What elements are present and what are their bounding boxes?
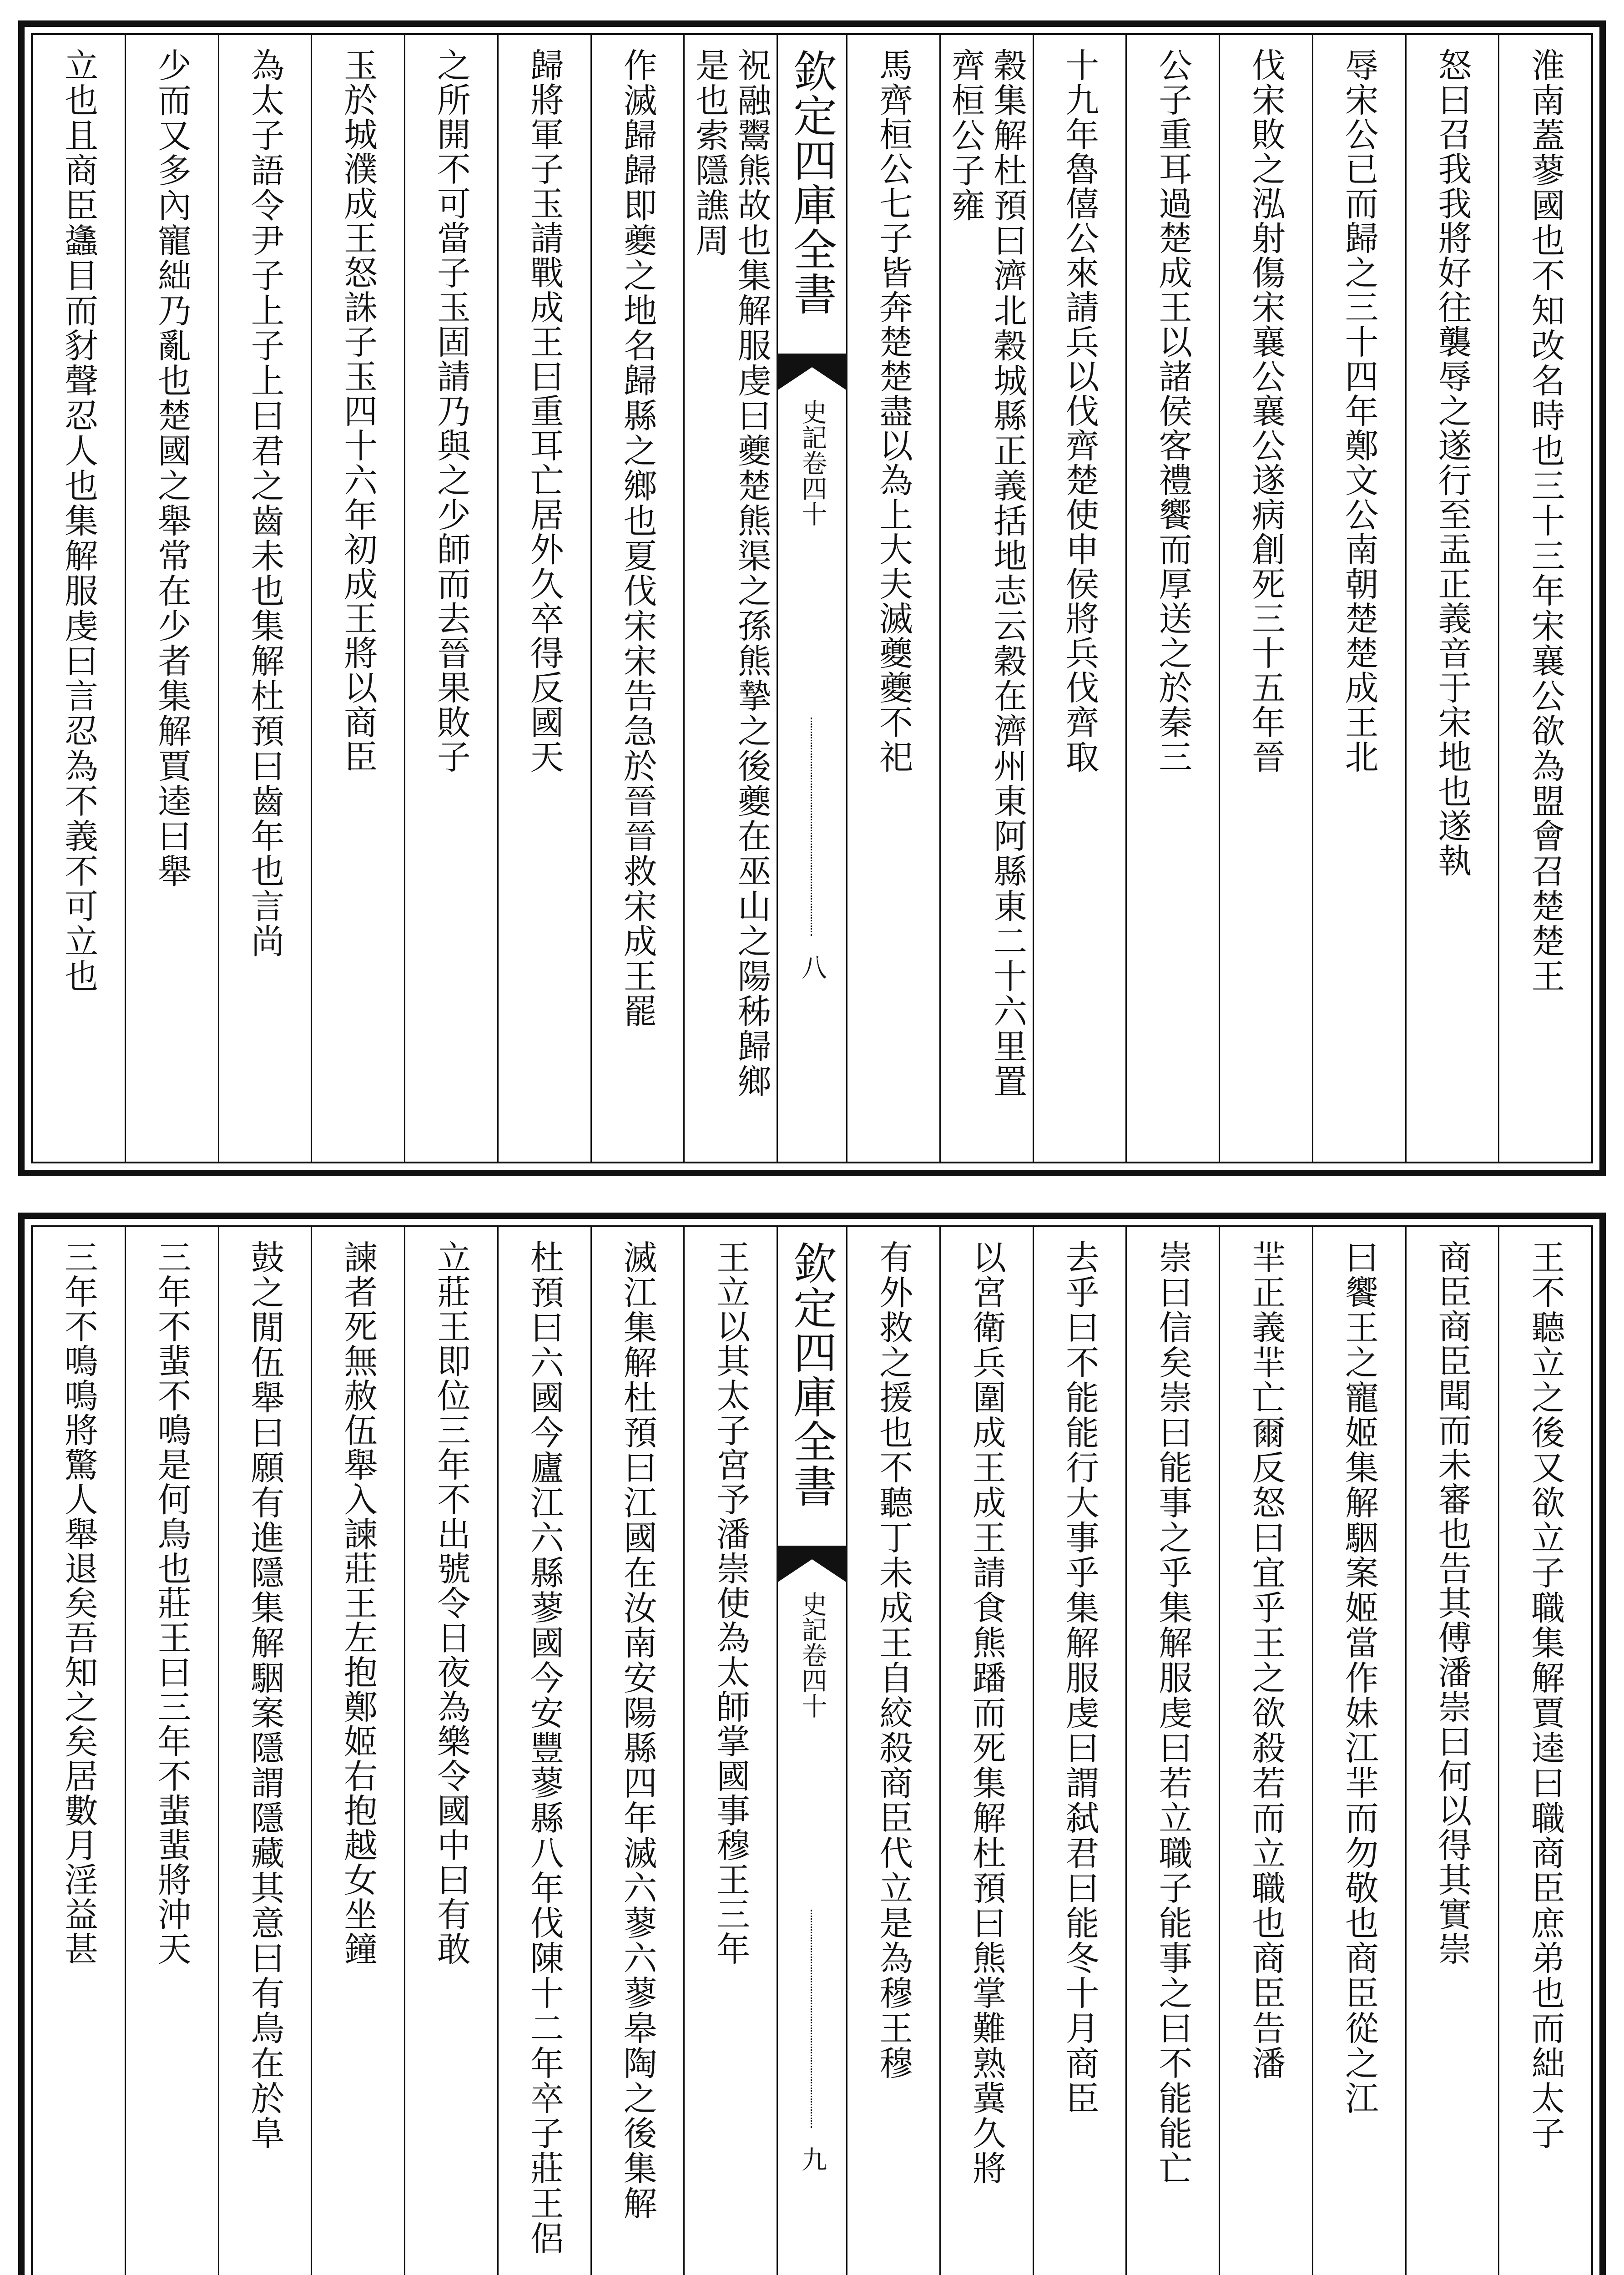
text-column (1219, 35, 1312, 1162)
column-text: 少而又多內寵絀乃亂也楚國之舉常在少者集解賈逵曰舉 (152, 48, 192, 889)
text-column (846, 1227, 939, 2275)
fish-tail-mark-icon (778, 354, 846, 390)
text-column (404, 35, 497, 1162)
text-column (1219, 1227, 1312, 2275)
column-text: 祝融鬻熊故也集解服虔曰夔楚熊渠之孫熊摯之後夔在巫山之陽秭歸鄉是也索隱譙周 (690, 48, 772, 1099)
column-text: 商臣商臣聞而未審也告其傅潘崇曰何以得其實崇 (1432, 1240, 1472, 1966)
column-text: 淮南蓋蓼國也不知改名時也三十三年宋襄公欲為盟會召楚楚王 (1526, 48, 1565, 994)
top-page-inner-frame (31, 33, 1593, 1163)
volume-label: 史記卷四十 (797, 399, 827, 526)
leaf-number: 八 (797, 954, 827, 980)
center-fold (777, 35, 846, 1162)
column-text: 伐宋敗之泓射傷宋襄公襄公遂病創死三十五年晉 (1246, 48, 1286, 774)
text-column (1033, 1227, 1126, 2275)
column-text: 滅江集解杜預曰江國在汝南安陽縣四年滅六蓼六蓼皋陶之後集解 (618, 1240, 657, 2221)
text-column (218, 35, 311, 1162)
fish-tail-mark-icon (778, 1546, 846, 1582)
column-text: 怒曰召我我將好往襲辱之遂行至盂正義音于宋地也遂執 (1432, 48, 1472, 878)
column-text: 以宮衛兵圍成王成王請食熊蹯而死集解杜預曰熊掌難熟冀久將 (967, 1240, 1006, 2186)
text-column (33, 35, 125, 1162)
fold-dotted-line (811, 718, 813, 936)
column-text: 有外救之援也不聽丁未成王自絞殺商臣代立是為穆王穆 (874, 1240, 913, 2081)
column-text: 立莊王即位三年不出號令日夜為樂令國中曰有敢 (431, 1240, 471, 1966)
column-text: 公子重耳過楚成王以諸侯客禮饗而厚送之於秦三 (1153, 48, 1193, 774)
column-text: 作滅歸歸即夔之地名歸縣之鄉也夏伐宋宋告急於晉晉救宋成王罷 (618, 48, 657, 1029)
text-column (1498, 1227, 1591, 2275)
text-column (939, 35, 1033, 1162)
center-fold (777, 1227, 846, 2275)
column-text: 十九年魯僖公來請兵以伐齊楚使申侯將兵伐齊取 (1060, 48, 1099, 774)
volume-label: 史記卷四十 (797, 1591, 827, 1719)
text-column (1125, 35, 1219, 1162)
text-column (125, 35, 218, 1162)
text-column (683, 35, 777, 1162)
top-page (18, 20, 1606, 1176)
text-column (1498, 35, 1591, 1162)
book-title: 欽定四庫全書 (786, 1241, 837, 1508)
bottom-page-columns (33, 1227, 1591, 2275)
text-column (218, 1227, 311, 2275)
text-column (1405, 35, 1498, 1162)
column-text: 鼓之閒伍舉曰願有進隱集解駰案隱謂隱藏其意曰有鳥在於阜 (245, 1240, 285, 2151)
column-text: 歸將軍子玉請戰成王曰重耳亡居外久卒得反國天 (525, 48, 564, 774)
text-column (1405, 1227, 1498, 2275)
text-column (311, 1227, 404, 2275)
text-column (1033, 35, 1126, 1162)
text-column (311, 35, 404, 1162)
text-column (590, 1227, 684, 2275)
text-column (683, 1227, 777, 2275)
column-text: 玉於城濮成王怒誅子玉四十六年初成王將以商臣 (338, 48, 378, 774)
bottom-page-inner-frame (31, 1225, 1593, 2275)
text-column (497, 1227, 590, 2275)
column-text: 為太子語令尹子上子上曰君之齒未也集解杜預曰齒年也言尚 (245, 48, 285, 959)
text-column (1312, 1227, 1405, 2275)
text-column (939, 1227, 1033, 2275)
text-column (404, 1227, 497, 2275)
text-column (125, 1227, 218, 2275)
top-page-columns (33, 35, 1591, 1162)
column-text: 馬齊桓公七子皆奔楚楚盡以為上大夫滅夔夔不祀 (873, 48, 913, 774)
column-text: 杜預曰六國今廬江六縣蓼國今安豐蓼縣八年伐陳十二年卒子莊王侶 (525, 1240, 564, 2256)
column-text: 立也且商臣蠭目而豺聲忍人也集解服虔曰言忍為不義不可立也 (59, 48, 99, 994)
column-text: 之所開不可當子玉固請乃與之少師而去晉果敗子 (431, 48, 471, 774)
column-text: 王不聽立之後又欲立子職集解賈逵曰職商臣庶弟也而絀太子 (1526, 1240, 1565, 2151)
fold-dotted-line (811, 1910, 813, 2128)
column-text: 羋正義羋亡爾反怒曰宜乎王之欲殺若而立職也商臣告潘 (1246, 1240, 1286, 2081)
column-text: 曰饗王之寵姬集解駰案姬當作妹江羋而勿敬也商臣從之江 (1339, 1240, 1379, 2116)
text-column (846, 35, 939, 1162)
column-text: 去乎曰不能能行大事乎集解服虔曰謂弑君曰能冬十月商臣 (1060, 1240, 1099, 2116)
text-column (33, 1227, 125, 2275)
bottom-page (18, 1213, 1606, 2275)
text-column (497, 35, 590, 1162)
column-text: 三年不鳴鳴將驚人舉退矣吾知之矣居數月淫益甚 (59, 1240, 98, 1966)
column-text: 穀集解杜預曰濟北穀城縣正義括地志云穀在濟州東阿縣東二十六里置齊桓公子雍 (946, 48, 1028, 1099)
text-column (1312, 35, 1405, 1162)
column-text: 三年不蜚不鳴是何鳥也莊王曰三年不蜚蜚將沖天 (152, 1240, 192, 1966)
column-text: 王立以其太子宮予潘崇使為太師掌國事穆王三年 (711, 1240, 751, 1966)
leaf-number: 九 (797, 2146, 827, 2172)
column-text: 崇曰信矣崇曰能事之乎集解服虔曰若立職子能事之曰不能能亡 (1153, 1240, 1193, 2186)
column-text: 辱宋公已而歸之三十四年鄭文公南朝楚楚成王北 (1339, 48, 1379, 774)
text-column (590, 35, 684, 1162)
text-column (1125, 1227, 1219, 2275)
book-title: 欽定四庫全書 (786, 49, 837, 316)
column-text: 諫者死無赦伍舉入諫莊王左抱鄭姬右抱越女坐鐘 (338, 1240, 378, 1966)
